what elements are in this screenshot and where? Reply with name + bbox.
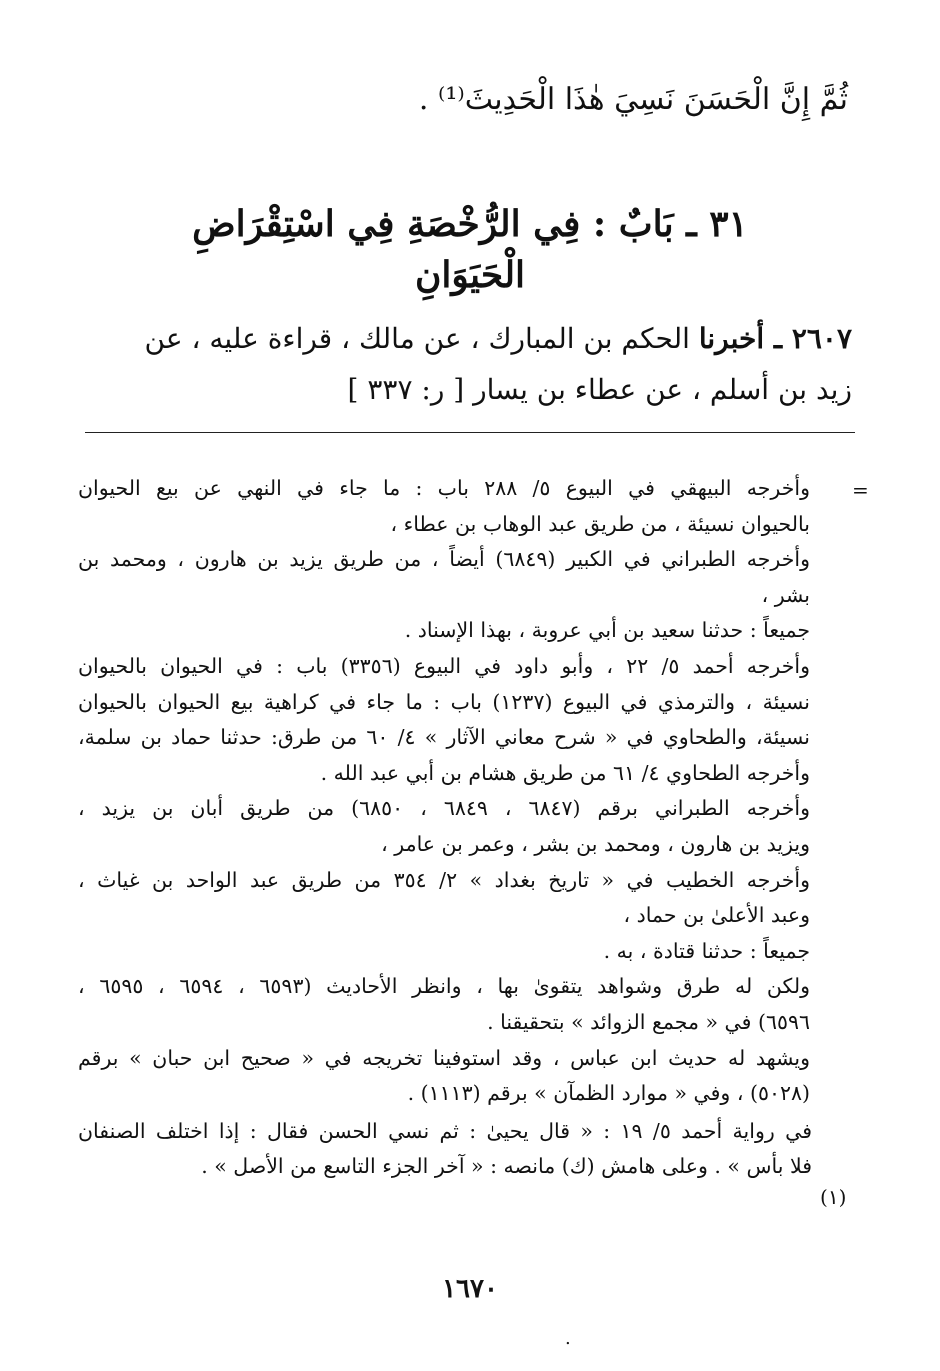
hadith-number: ٢٦٠٧ ـ أخبرنا — [698, 322, 852, 355]
hadith-line2: زيد بن أسلم ، عن عطاء بن يسار [ ر: ٣٣٧ ] — [347, 373, 852, 406]
footnote-line: ولكن له طرق وشواهد يتقوىٰ بها ، وانظر الأحاديث (٦٥٩٣ ، ٦٥٩٤ ، ٦٥٩٥ ، — [78, 974, 811, 999]
footnote-line: وأخرجه الطبراني في الكبير (٦٨٤٩) أيضاً ، من طريق يزيد بن هارون ، ومحمد بن — [78, 547, 810, 572]
footnote-line: نسيئة ، والترمذي في البيوع (١٢٣٧) باب : ما جاء في كراهية بيع الحيوان بالحيوان — [78, 689, 810, 714]
footnote-number: (١) — [820, 1185, 847, 1209]
chapter-heading-line1: ٣١ ـ بَابٌ : فِي الرُّخْصَةِ فِي اسْتِقْرَاضِ — [192, 203, 748, 245]
footnote-line: بالحيوان نسيئة ، من طريق عبد الوهاب بن عطاء ، — [390, 511, 810, 536]
footnote-line: وعبد الأعلىٰ بن حماد ، — [623, 903, 810, 928]
continuation-line: ثُمَّ إِنَّ الْحَسَنَ نَسِيَ هٰذَا الْحَدِيثَ⁽¹⁾ . — [418, 82, 848, 117]
continuation-marker: = — [852, 478, 869, 502]
footnote-line: ويزيد بن هارون ، ومحمد بن بشر ، وعمر بن عامر ، — [381, 832, 810, 856]
footnote-line: وأخرجه الطبراني برقم (٦٨٤٧ ، ٦٨٤٩ ، ٦٨٥٠) من طريق أبان بن يزيد ، — [78, 796, 810, 821]
hadith-text: الحكم بن المبارك ، عن مالك ، قراءة عليه ، عن — [144, 322, 699, 355]
hadith-line1 — [145, 322, 852, 355]
bottom-mark: . — [565, 1328, 571, 1349]
footnote-line: (٥٠٢٨) ، وفي « موارد الظمآن » برقم (١١١٣) . — [407, 1081, 810, 1106]
footnote-line: وأخرجه أحمد ٥/ ٢٢ ، وأبو داود في البيوع (٣٣٥٦) باب : في الحيوان بالحيوان — [78, 654, 810, 678]
footnote-separator — [85, 432, 855, 433]
footnote-line: وأخرجه الطحاوي ٤/ ٦١ من طريق هشام بن أبي عبد الله . — [320, 760, 810, 785]
footnote-line: ٦٥٩٦) في « مجمع الزوائد » بتحقيقنا . — [487, 1010, 810, 1034]
footnote-line: وأخرجه الخطيب في « تاريخ بغداد » ٢/ ٣٥٤ من طريق عبد الواحد بن غياث ، — [78, 867, 810, 892]
footnote-line: بشر ، — [761, 582, 810, 607]
chapter-heading-line2: الْحَيَوَانِ — [414, 254, 526, 296]
footnote-line: وأخرجه البيهقي في البيوع ٥/ ٢٨٨ باب : ما جاء في النهي عن بيع الحيوان — [78, 476, 810, 500]
footnote-line: جميعاً : حدثنا قتادة ، به . — [603, 938, 810, 963]
footnote-line: جميعاً : حدثنا سعيد بن أبي عروبة ، بهذا الإسناد . — [404, 618, 810, 643]
page-number: ١٦٧٠ — [442, 1274, 498, 1304]
footnote-line: في رواية أحمد ٥/ ١٩ : « قال يحيىٰ : ثم نسي الحسن فقال : إذا اختلف الصنفان — [78, 1118, 812, 1143]
footnote-line: ويشهد له حديث ابن عباس ، وقد استوفينا تخريجه في « صحيح ابن حبان » برقم — [78, 1045, 810, 1070]
footnote-line: فلا بأس » . وعلى هامش (ك) مانصه : « آخر الجزء التاسع من الأصل » . — [201, 1154, 812, 1179]
footnote-line: نسيئة، والطحاوي في « شرح معاني الآثار » ٤/ ٦٠ من طرق: حدثنا حماد بن سلمة، — [78, 725, 810, 750]
